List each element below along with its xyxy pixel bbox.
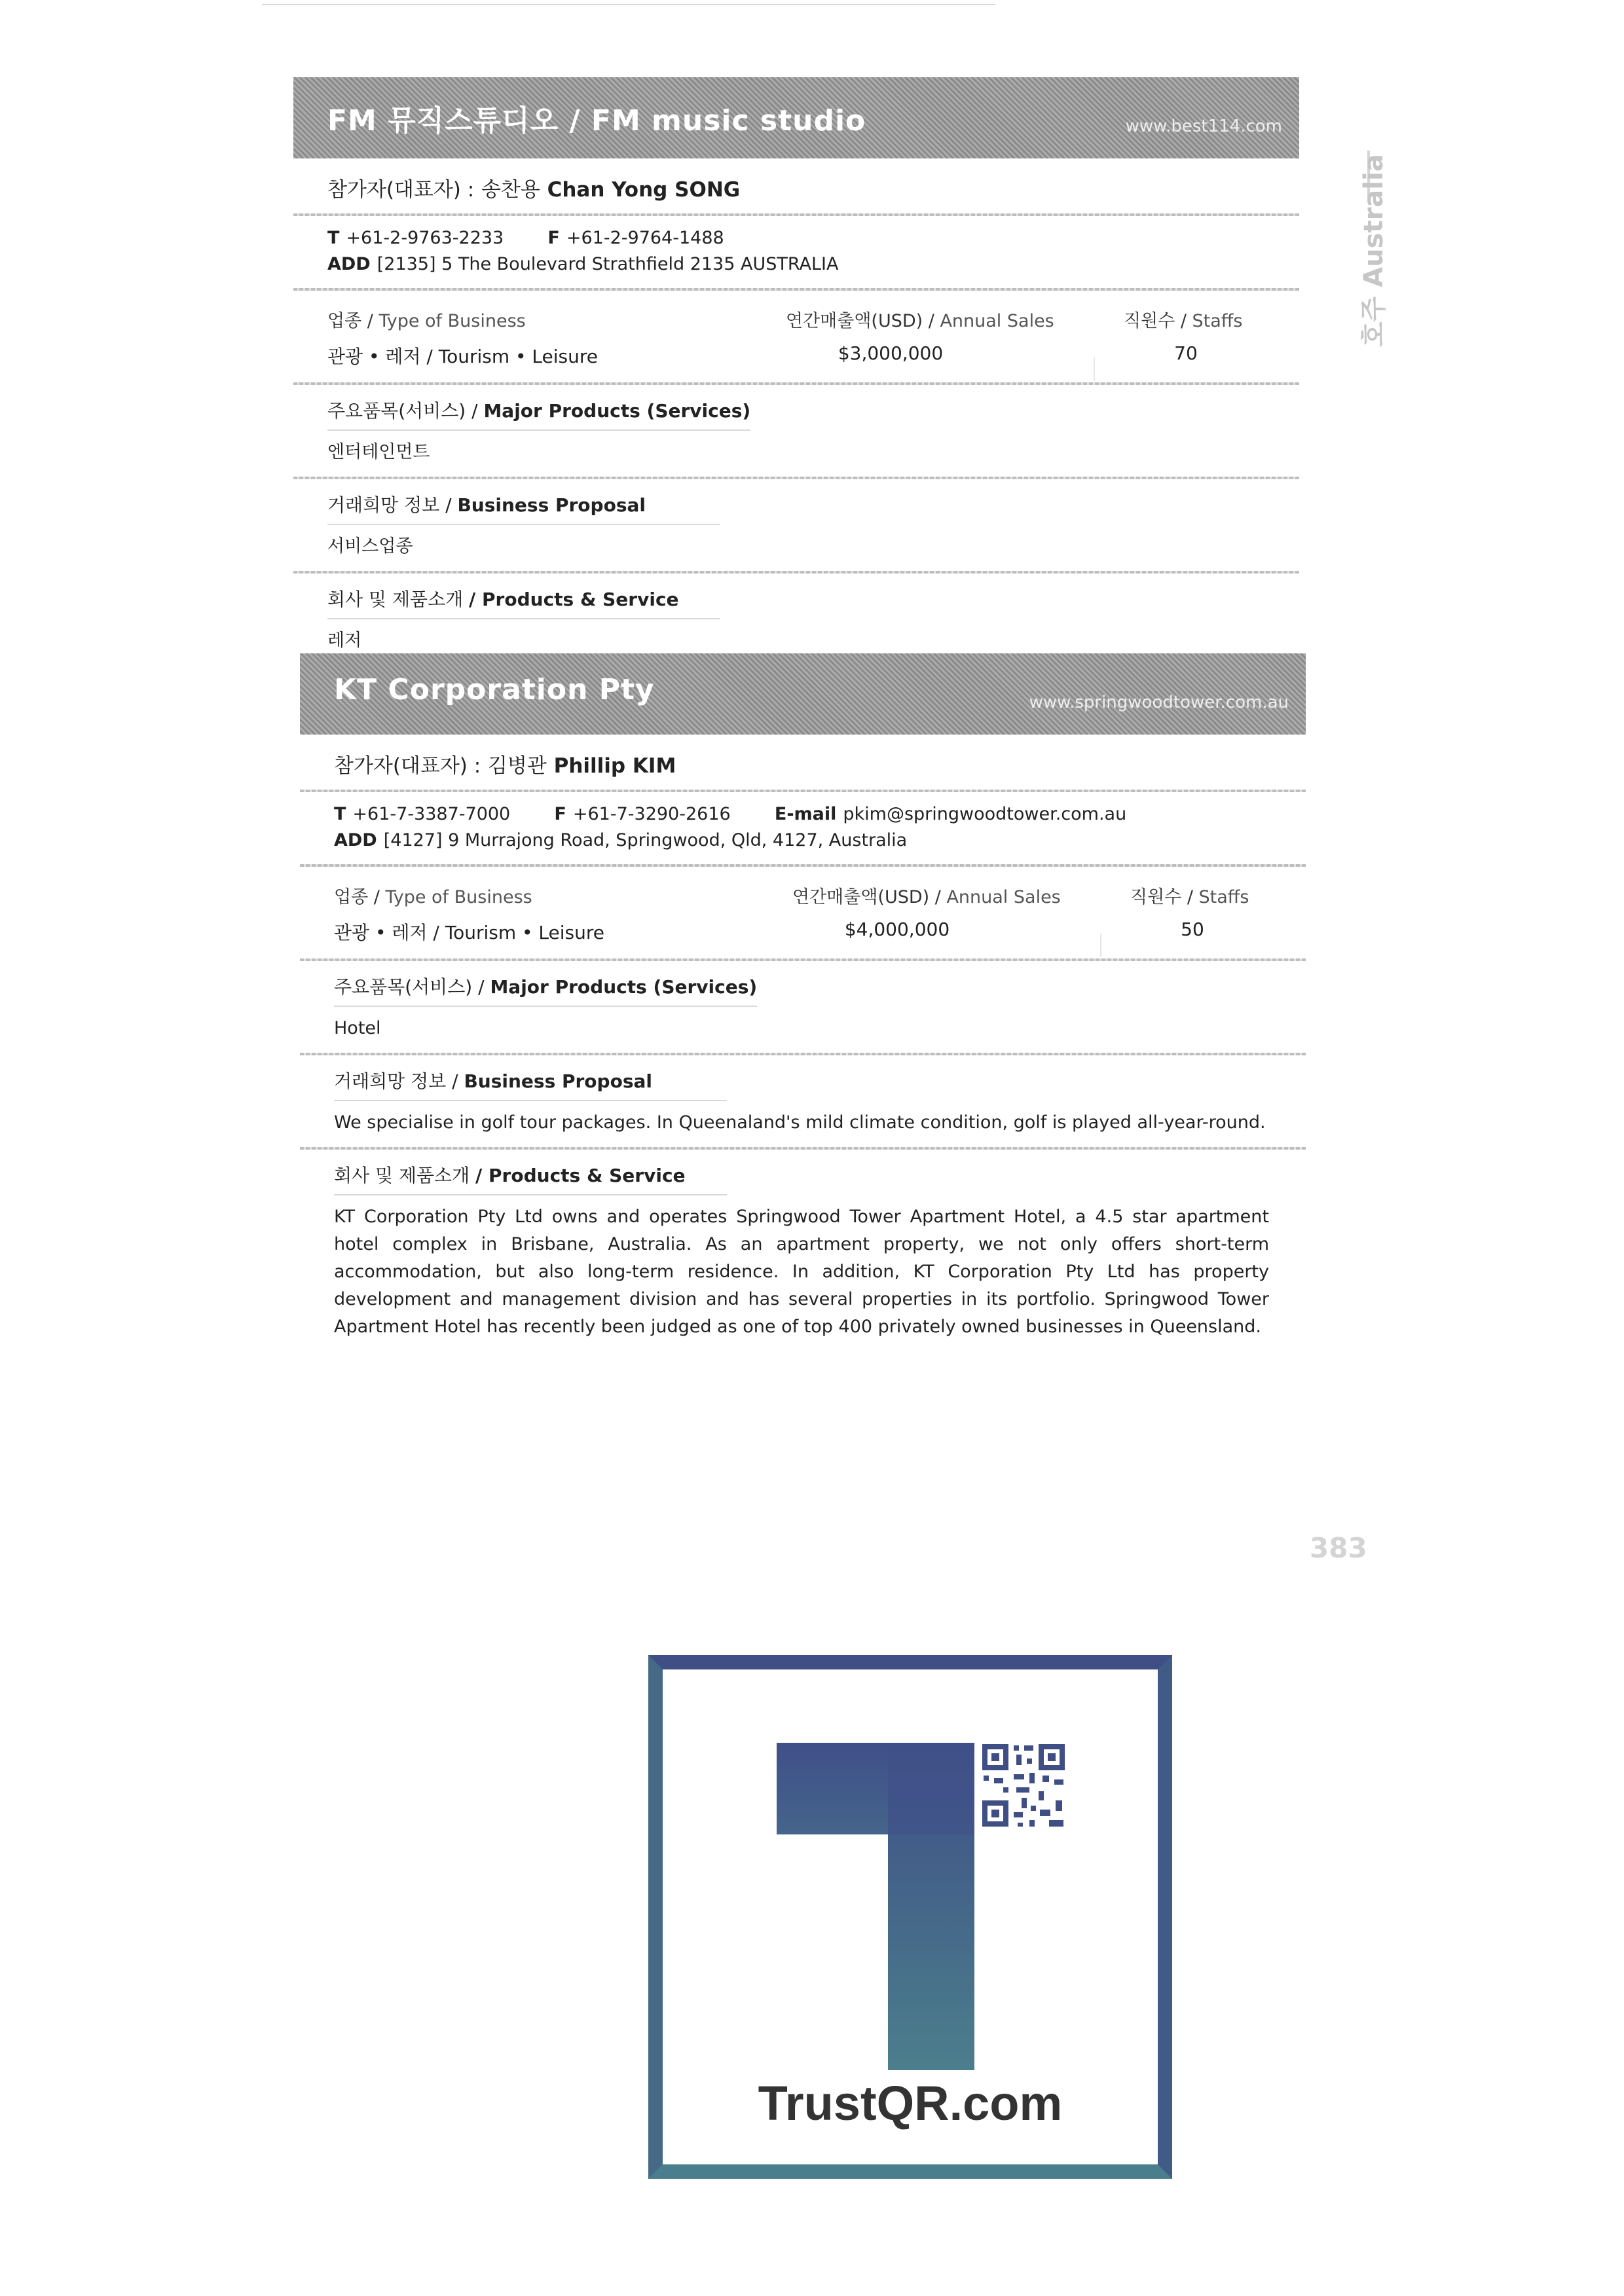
- staff-label-en: Staffs: [1192, 311, 1243, 331]
- intro-value: KT Corporation Pty Ltd owns and operates Springwood Tower Apartment Hotel, a 4.5 star apartment hotel complex in Brisbane, Australia. As an apartment property, we not only offers short-term accommodation, but also long-term residence. In addition, KT Corporation Pty Ltd has property development and management division and has several properties in its portfolio. Springwood Tower Apartment Hotel has recently been judged as one of top 400 privately owned businesses in Queensland.: [334, 1207, 1269, 1337]
- proposal-value: We specialise in golf tour packages. In Queenaland's mild climate condition, golf is played all-year-round.: [334, 1112, 1266, 1133]
- scan-edge-line: [262, 4, 995, 5]
- company-website: www.springwoodtower.com.au: [1029, 693, 1289, 712]
- company-entry: [300, 653, 1306, 1341]
- staff-label-ko: 직원수 /: [1130, 887, 1193, 907]
- products-label-ko: 주요품목(서비스) /: [327, 400, 478, 422]
- representative-label: 참가자(대표자) :: [327, 178, 475, 202]
- company-entry: [293, 77, 1299, 655]
- divider: [293, 477, 1299, 479]
- type-label-ko: 업종 /: [327, 311, 373, 331]
- intro-label-en: / Products & Service: [469, 589, 679, 610]
- column-separator: [1094, 357, 1095, 381]
- trustqr-brand-text: TrustQR.com: [758, 2076, 1063, 2130]
- sales-label-en: Annual Sales: [946, 887, 1061, 907]
- proposal-label-ko: 거래희망 정보 /: [327, 494, 452, 516]
- type-value: 관광 • 레저 / Tourism • Leisure: [327, 346, 599, 367]
- proposal-section: [300, 1067, 1306, 1137]
- sales-value: $4,000,000: [844, 919, 950, 940]
- intro-value: 레저: [327, 630, 362, 651]
- tel-label: T: [334, 804, 346, 824]
- staff-value: 70: [1174, 342, 1198, 364]
- divider: [293, 571, 1299, 574]
- proposal-value: 서비스업종: [327, 536, 413, 556]
- sales-label-en: Annual Sales: [940, 311, 1054, 331]
- address-label: ADD: [327, 254, 371, 274]
- intro-section: [293, 585, 1299, 655]
- representative-name-en: Chan Yong SONG: [547, 178, 741, 202]
- qr-code-icon: [982, 1744, 1065, 1827]
- intro-label-ko: 회사 및 제품소개: [334, 1165, 470, 1186]
- intro-label-en: / Products & Service: [475, 1165, 686, 1186]
- page-number: 383: [1310, 1532, 1367, 1564]
- column-separator: [1100, 934, 1101, 957]
- tel-value: +61-2-9763-2233: [346, 228, 504, 248]
- type-value: 관광 • 레저 / Tourism • Leisure: [334, 922, 605, 943]
- type-label-en: Type of Business: [378, 311, 526, 331]
- divider: [300, 790, 1306, 792]
- representative-name-ko: 김병관: [487, 754, 547, 778]
- sales-value: $3,000,000: [838, 342, 944, 364]
- contact-block: [334, 801, 1306, 854]
- products-value: Hotel: [334, 1018, 381, 1038]
- proposal-label-en: Business Proposal: [464, 1070, 652, 1092]
- company-website: www.best114.com: [1125, 117, 1282, 136]
- fax-label: F: [554, 804, 566, 824]
- type-label-en: Type of Business: [385, 887, 532, 907]
- products-value: 엔터테인먼트: [327, 442, 430, 462]
- divider: [300, 958, 1306, 961]
- divider: [293, 382, 1299, 385]
- side-tab-label: 호주 Australia: [1359, 154, 1389, 347]
- email-value: pkim@springwoodtower.com.au: [843, 804, 1127, 824]
- divider: [300, 1147, 1306, 1150]
- country-side-tab: [1324, 151, 1389, 373]
- staff-value: 50: [1181, 919, 1204, 940]
- business-info: [300, 877, 1306, 948]
- intro-section: [300, 1161, 1306, 1341]
- representative-name-en: Phillip KIM: [553, 754, 676, 778]
- sales-label-ko: 연간매출액(USD) /: [792, 887, 941, 907]
- type-label-ko: 업종 /: [334, 887, 380, 907]
- divider: [300, 1053, 1306, 1055]
- tel-label: T: [327, 228, 340, 248]
- address-value: [4127] 9 Murrajong Road, Springwood, Qld, 4127, Australia: [383, 830, 908, 850]
- divider: [293, 213, 1299, 216]
- products-section: [293, 397, 1299, 466]
- sales-label-ko: 연간매출액(USD) /: [786, 311, 934, 331]
- staff-label-ko: 직원수 /: [1124, 311, 1187, 331]
- company-header: [300, 653, 1306, 735]
- company-header: [293, 77, 1299, 158]
- staff-label-en: Staffs: [1198, 887, 1249, 907]
- company-title: KT Corporation Pty: [334, 673, 655, 706]
- address-value: [2135] 5 The Boulevard Strathfield 2135 AUSTRALIA: [377, 254, 839, 274]
- fax-value: +61-2-9764-1488: [566, 228, 724, 248]
- representative-name-ko: 송찬용: [481, 178, 540, 202]
- proposal-label-ko: 거래희망 정보 /: [334, 1070, 458, 1092]
- proposal-label-en: Business Proposal: [457, 494, 646, 516]
- contact-block: [327, 225, 1299, 278]
- trustqr-watermark: [648, 1655, 1172, 2179]
- business-info: [293, 301, 1299, 372]
- representative: [334, 749, 1306, 779]
- products-label-en: Major Products (Services): [490, 976, 758, 998]
- proposal-section: [293, 491, 1299, 560]
- company-title: FM 뮤직스튜디오 / FM music studio: [327, 104, 866, 137]
- products-label-ko: 주요품목(서비스) /: [334, 976, 485, 998]
- products-section: [300, 973, 1306, 1042]
- representative: [327, 173, 1299, 203]
- representative-label: 참가자(대표자) :: [334, 754, 481, 778]
- tel-value: +61-7-3387-7000: [352, 804, 511, 824]
- divider: [300, 864, 1306, 867]
- fax-value: +61-7-3290-2616: [572, 804, 731, 824]
- intro-label-ko: 회사 및 제품소개: [327, 589, 464, 610]
- divider: [293, 288, 1299, 291]
- email-label: E-mail: [774, 804, 837, 824]
- products-label-en: Major Products (Services): [483, 400, 751, 422]
- address-label: ADD: [334, 830, 377, 850]
- fax-label: F: [547, 228, 560, 248]
